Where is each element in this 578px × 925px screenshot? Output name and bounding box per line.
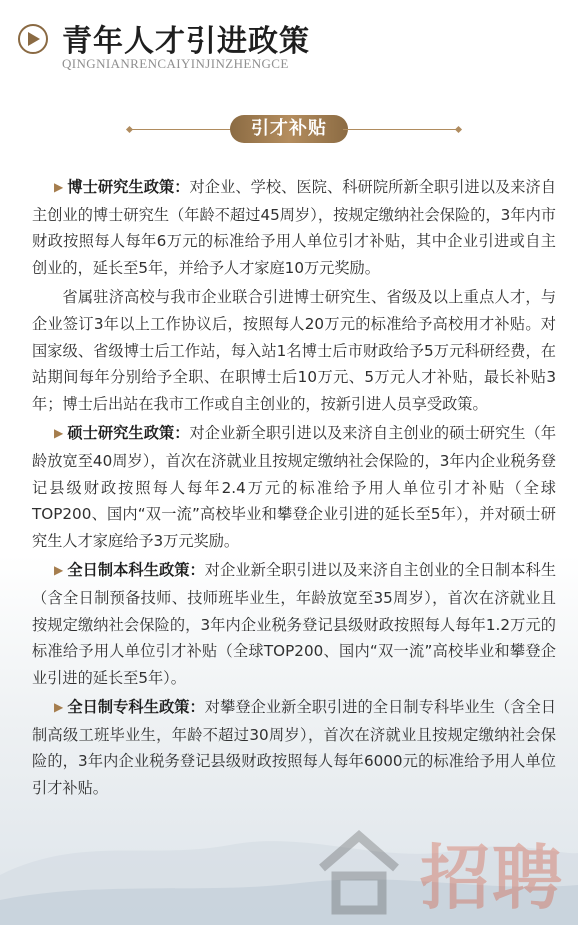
policy-text: 对攀登企业新全职引进的全日制专科毕业生（含全日制高级工班毕业生，年龄不超过30周岁），首次在济就业且按规定缴纳社会保险的，3年内企业税务登记县级财政按照每人每年6000元的标准给予用人单位引才补贴。 — [32, 698, 557, 798]
bullet-arrow-icon: ▶ — [54, 180, 64, 194]
policy-text: 对企业新全职引进以及来济自主创业的全日制本科生（含全日制预备技师、技师班毕业生，年龄放宽至35周岁），首次在济就业且按规定缴纳社会保险的，3年内企业税务登记县级财政按照每人每年1.2万元的标准给予用人单位引才补贴（全球TOP200、国内“双一流”高校毕业和攀登企业引进的延长至5年）。 — [32, 561, 557, 687]
policy-label: 博士研究生政策： — [67, 178, 190, 196]
policy-label: 硕士研究生政策： — [67, 424, 190, 443]
policy-text: 对企业新全职引进以及来济自主创业的硕士研究生（年龄放宽至40周岁），首次在济就业且按规定缴纳社会保险的，3年内企业税务登记县级财政按照每人每年2.4万元的标准给予用人单位引才补贴（全球TOP200、国内“双一流”高校毕业和攀登企业引进的延长至5年），并对硕士研究生人才家庭给予3万元奖励。 — [32, 424, 557, 550]
bullet-arrow-icon: ▶ — [54, 700, 64, 715]
watermark-text: 招聘 — [420, 837, 564, 919]
policy-paragraph — [32, 557, 556, 691]
divider-line — [343, 129, 458, 130]
policy-paragraph — [32, 420, 556, 554]
divider-line — [130, 129, 235, 130]
play-icon — [18, 24, 48, 54]
policy-label: 全日制本科生政策： — [67, 561, 205, 580]
bullet-arrow-icon: ▶ — [54, 563, 64, 578]
policy-paragraph — [32, 174, 556, 281]
page-title: 青年人才引进政策 — [62, 24, 310, 59]
policy-paragraph — [32, 694, 556, 801]
policy-text: 省属驻济高校与我市企业联合引进博士研究生、省级及以上重点人才，与企业签订3年以上工作协议后，按照每人20万元的标准给予高校用才补贴。对国家级、省级博士后工作站，每入站1名博士后市财政给予5万元科研经费，在站期间每年分别给予全职、在职博士后10万元、5万元人才补贴，最长补贴3年；博士后出站在我市工作或自主创业的，按新引进人员享受政策。 — [32, 288, 556, 413]
section-title: 引才补贴 — [230, 115, 348, 143]
policy-content — [32, 174, 556, 805]
page-header — [0, 0, 578, 92]
policy-text: 对企业、学校、医院、科研院所新全职引进以及来济自主创业的博士研究生（年龄不超过45周岁），按规定缴纳社会保险的，3年内市财政按照每人每年6万元的标准给予用人单位引才补贴，其中企业引进或自主创业的，延长至5年，并给予人才家庭10万元奖励。 — [32, 178, 557, 277]
policy-label: 全日制专科生政策： — [67, 698, 205, 717]
bullet-arrow-icon: ▶ — [54, 426, 64, 441]
page-subtitle: QINGNIANRENCAIYINJINZHENGCE — [62, 56, 289, 71]
divider-diamond — [455, 126, 462, 133]
section-header — [0, 114, 578, 146]
policy-paragraph — [32, 284, 556, 417]
